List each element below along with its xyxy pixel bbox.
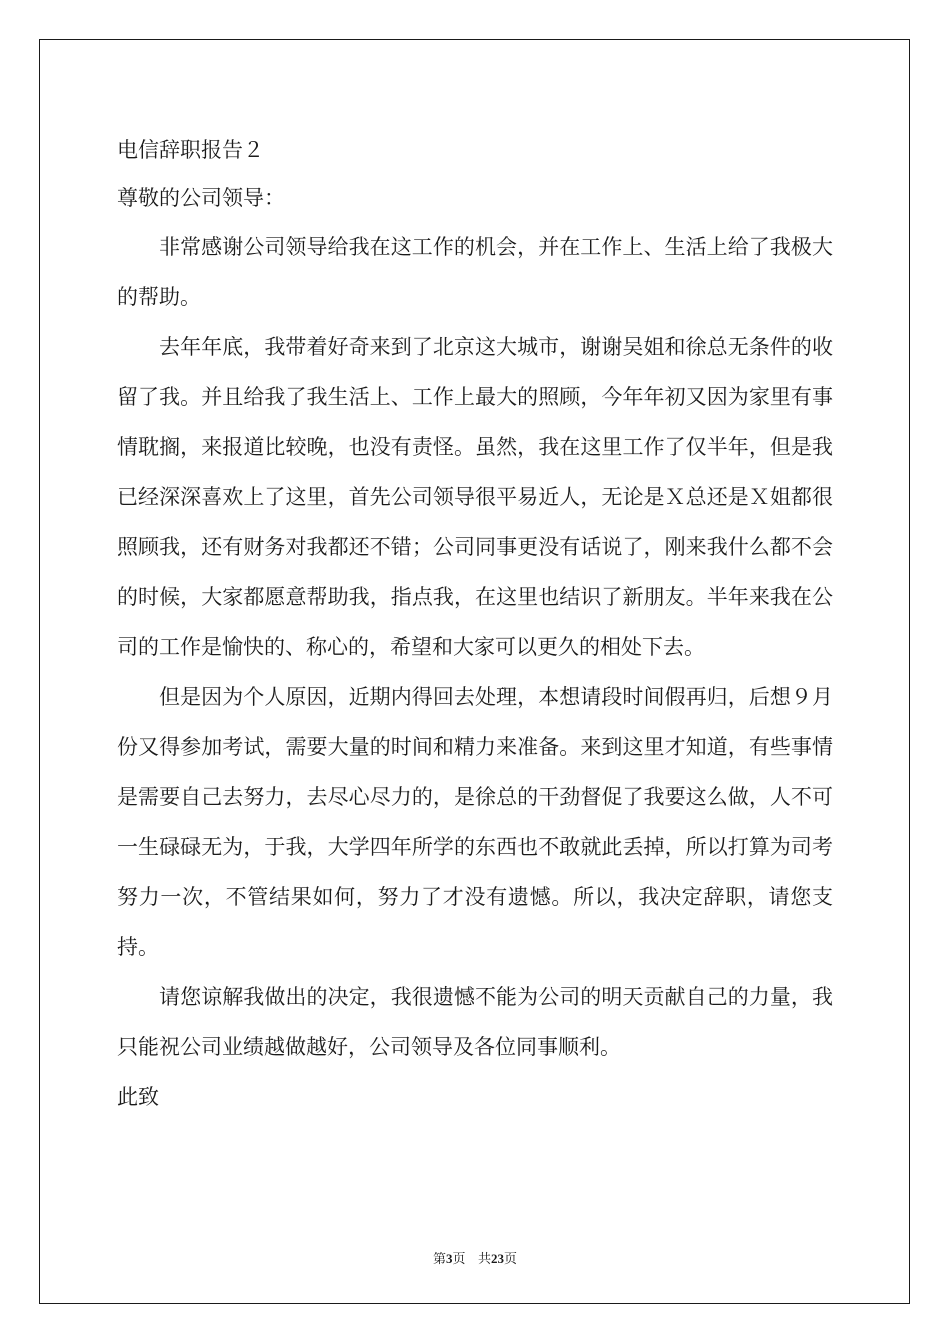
current-page-number: 3: [446, 1251, 453, 1266]
page-footer: [0, 1248, 950, 1267]
closing: 此致: [117, 1085, 159, 1109]
page-prefix: 第: [433, 1252, 447, 1267]
document-title: 电信辞职报告２: [117, 138, 264, 162]
document-body: [117, 126, 833, 1122]
paragraph-3: 但是因为个人原因，近期内得回去处理，本想请段时间假再归，后想９月份又得参加考试，需要大量的时间和精力来准备。来到这里才知道，有些事情是需要自己去努力，去尽心尽力的，是徐总的干劲督促了我要这么做，人不可一生碌碌无为，于我，大学四年所学的东西也不敢就此丢掉，所以打算为司考努力一次，不管结果如何，努力了才没有遗憾。所以，我决定辞职，请您支持。: [117, 685, 833, 959]
paragraph-4: 请您谅解我做出的决定，我很遗憾不能为公司的明天贡献自己的力量，我只能祝公司业绩越做越好，公司领导及各位同事顺利。: [117, 985, 833, 1059]
paragraph-2: 去年年底，我带着好奇来到了北京这大城市，谢谢吴姐和徐总无条件的收留了我。并且给我了我生活上、工作上最大的照顾，今年年初又因为家里有事情耽搁，来报道比较晚，也没有责怪。虽然，我在这里工作了仅半年，但是我已经深深喜欢上了这里，首先公司领导很平易近人，无论是Ｘ总还是Ｘ姐都很照顾我，还有财务对我都还不错；公司同事更没有话说了，刚来我什么都不会的时候，大家都愿意帮助我，指点我，在这里也结识了新朋友。半年来我在公司的工作是愉快的、称心的，希望和大家可以更久的相处下去。: [117, 335, 833, 659]
salutation: 尊敬的公司领导：: [117, 186, 285, 210]
total-unit: 页: [503, 1252, 517, 1267]
paragraph-1: 非常感谢公司领导给我在这工作的机会，并在工作上、生活上给了我极大的帮助。: [117, 235, 833, 309]
total-prefix: 共: [477, 1252, 491, 1267]
page-unit: 页: [452, 1252, 466, 1267]
total-page-count: 23: [490, 1251, 504, 1266]
